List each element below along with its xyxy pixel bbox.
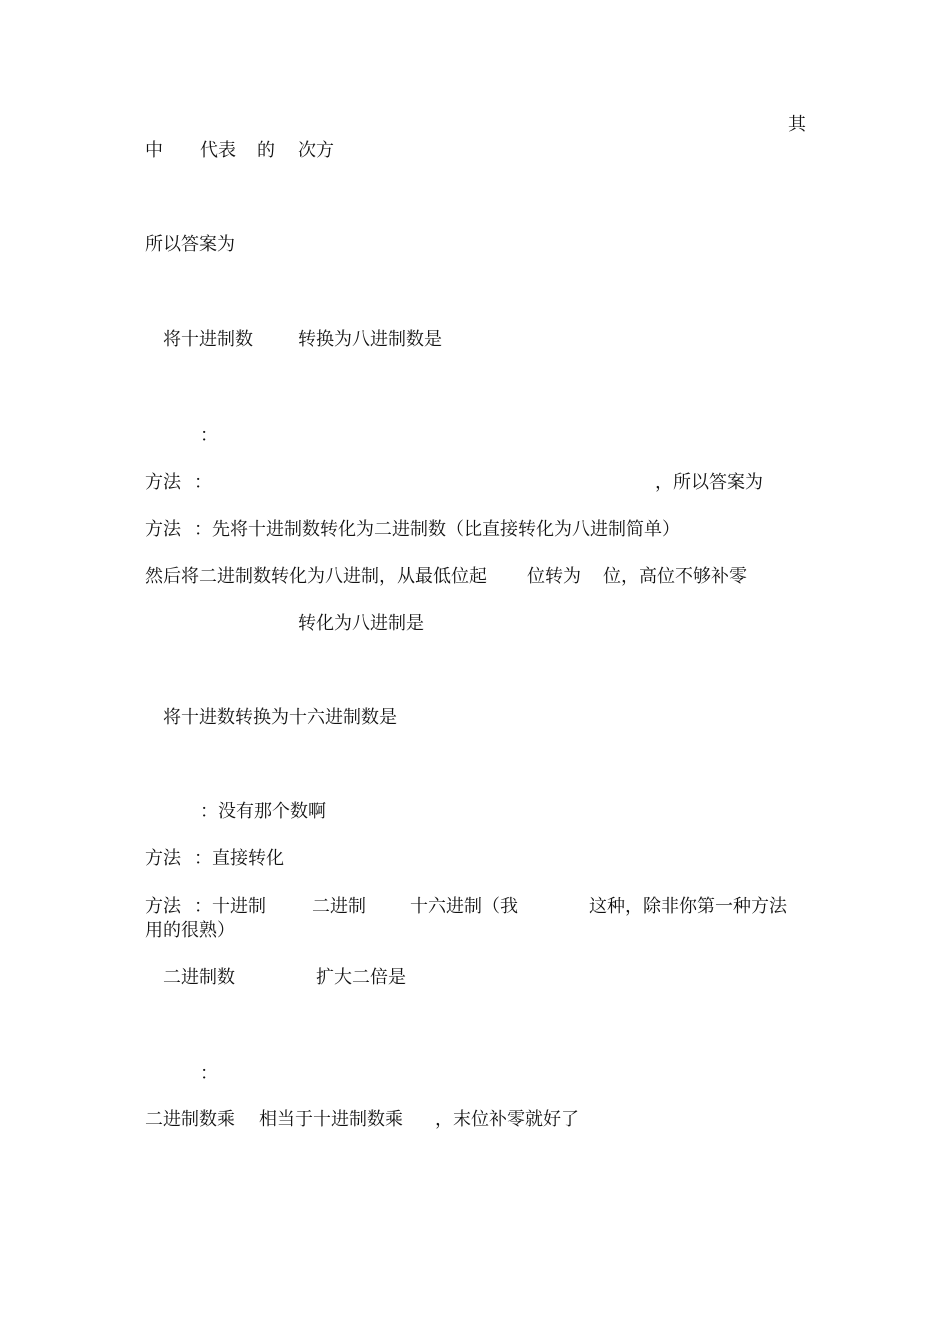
text-fragment: ： [194, 472, 212, 493]
text-fragment: ，所以答案为 [655, 472, 763, 493]
answer-colon: ： [200, 425, 218, 446]
text-fragment: ：直接转化 [194, 848, 284, 869]
question-text: 将十进制数 [163, 329, 253, 350]
text-fragment: 相当于十进制数乘 [259, 1109, 403, 1130]
text-fragment: 二进制 [312, 896, 366, 917]
text-fragment: 代表 [200, 140, 236, 161]
text-line: 转化为八进制是 [298, 613, 424, 634]
method-label: 方法 [145, 519, 181, 540]
question-text: 转换为八进制数是 [298, 329, 442, 350]
answer-text: ：没有那个数啊 [200, 801, 326, 822]
text-line: 所以答案为 [145, 234, 235, 255]
text-line: ：先将十进制数转化为二进制数（比直接转化为八进制简单） [194, 519, 680, 540]
text-fragment: 次方 [298, 140, 334, 161]
text-fragment: ：十进制 [194, 896, 266, 917]
question-text: 二进制数 [163, 967, 235, 988]
question-text: 扩大二倍是 [316, 967, 406, 988]
method-label: 方法 [145, 896, 181, 917]
text-line: 用的很熟） [145, 920, 235, 941]
text-fragment: 的 [257, 140, 275, 161]
answer-colon: ： [200, 1063, 218, 1084]
text-fragment: 位，高位不够补零 [603, 566, 747, 587]
text-fragment: 位转为 [527, 566, 581, 587]
method-label: 方法 [145, 848, 181, 869]
text-fragment: 其 [788, 114, 806, 135]
text-fragment: 二进制数乘 [145, 1109, 235, 1130]
text-fragment: 中 [145, 140, 163, 161]
question-text: 将十进数转换为十六进制数是 [163, 707, 397, 728]
method-label: 方法 [145, 472, 181, 493]
text-fragment: 这种，除非你第一种方法 [589, 896, 787, 917]
text-fragment: 十六进制（我 [410, 896, 518, 917]
text-line: 然后将二进制数转化为八进制，从最低位起 [145, 566, 487, 587]
text-fragment: ，末位补零就好了 [435, 1109, 579, 1130]
